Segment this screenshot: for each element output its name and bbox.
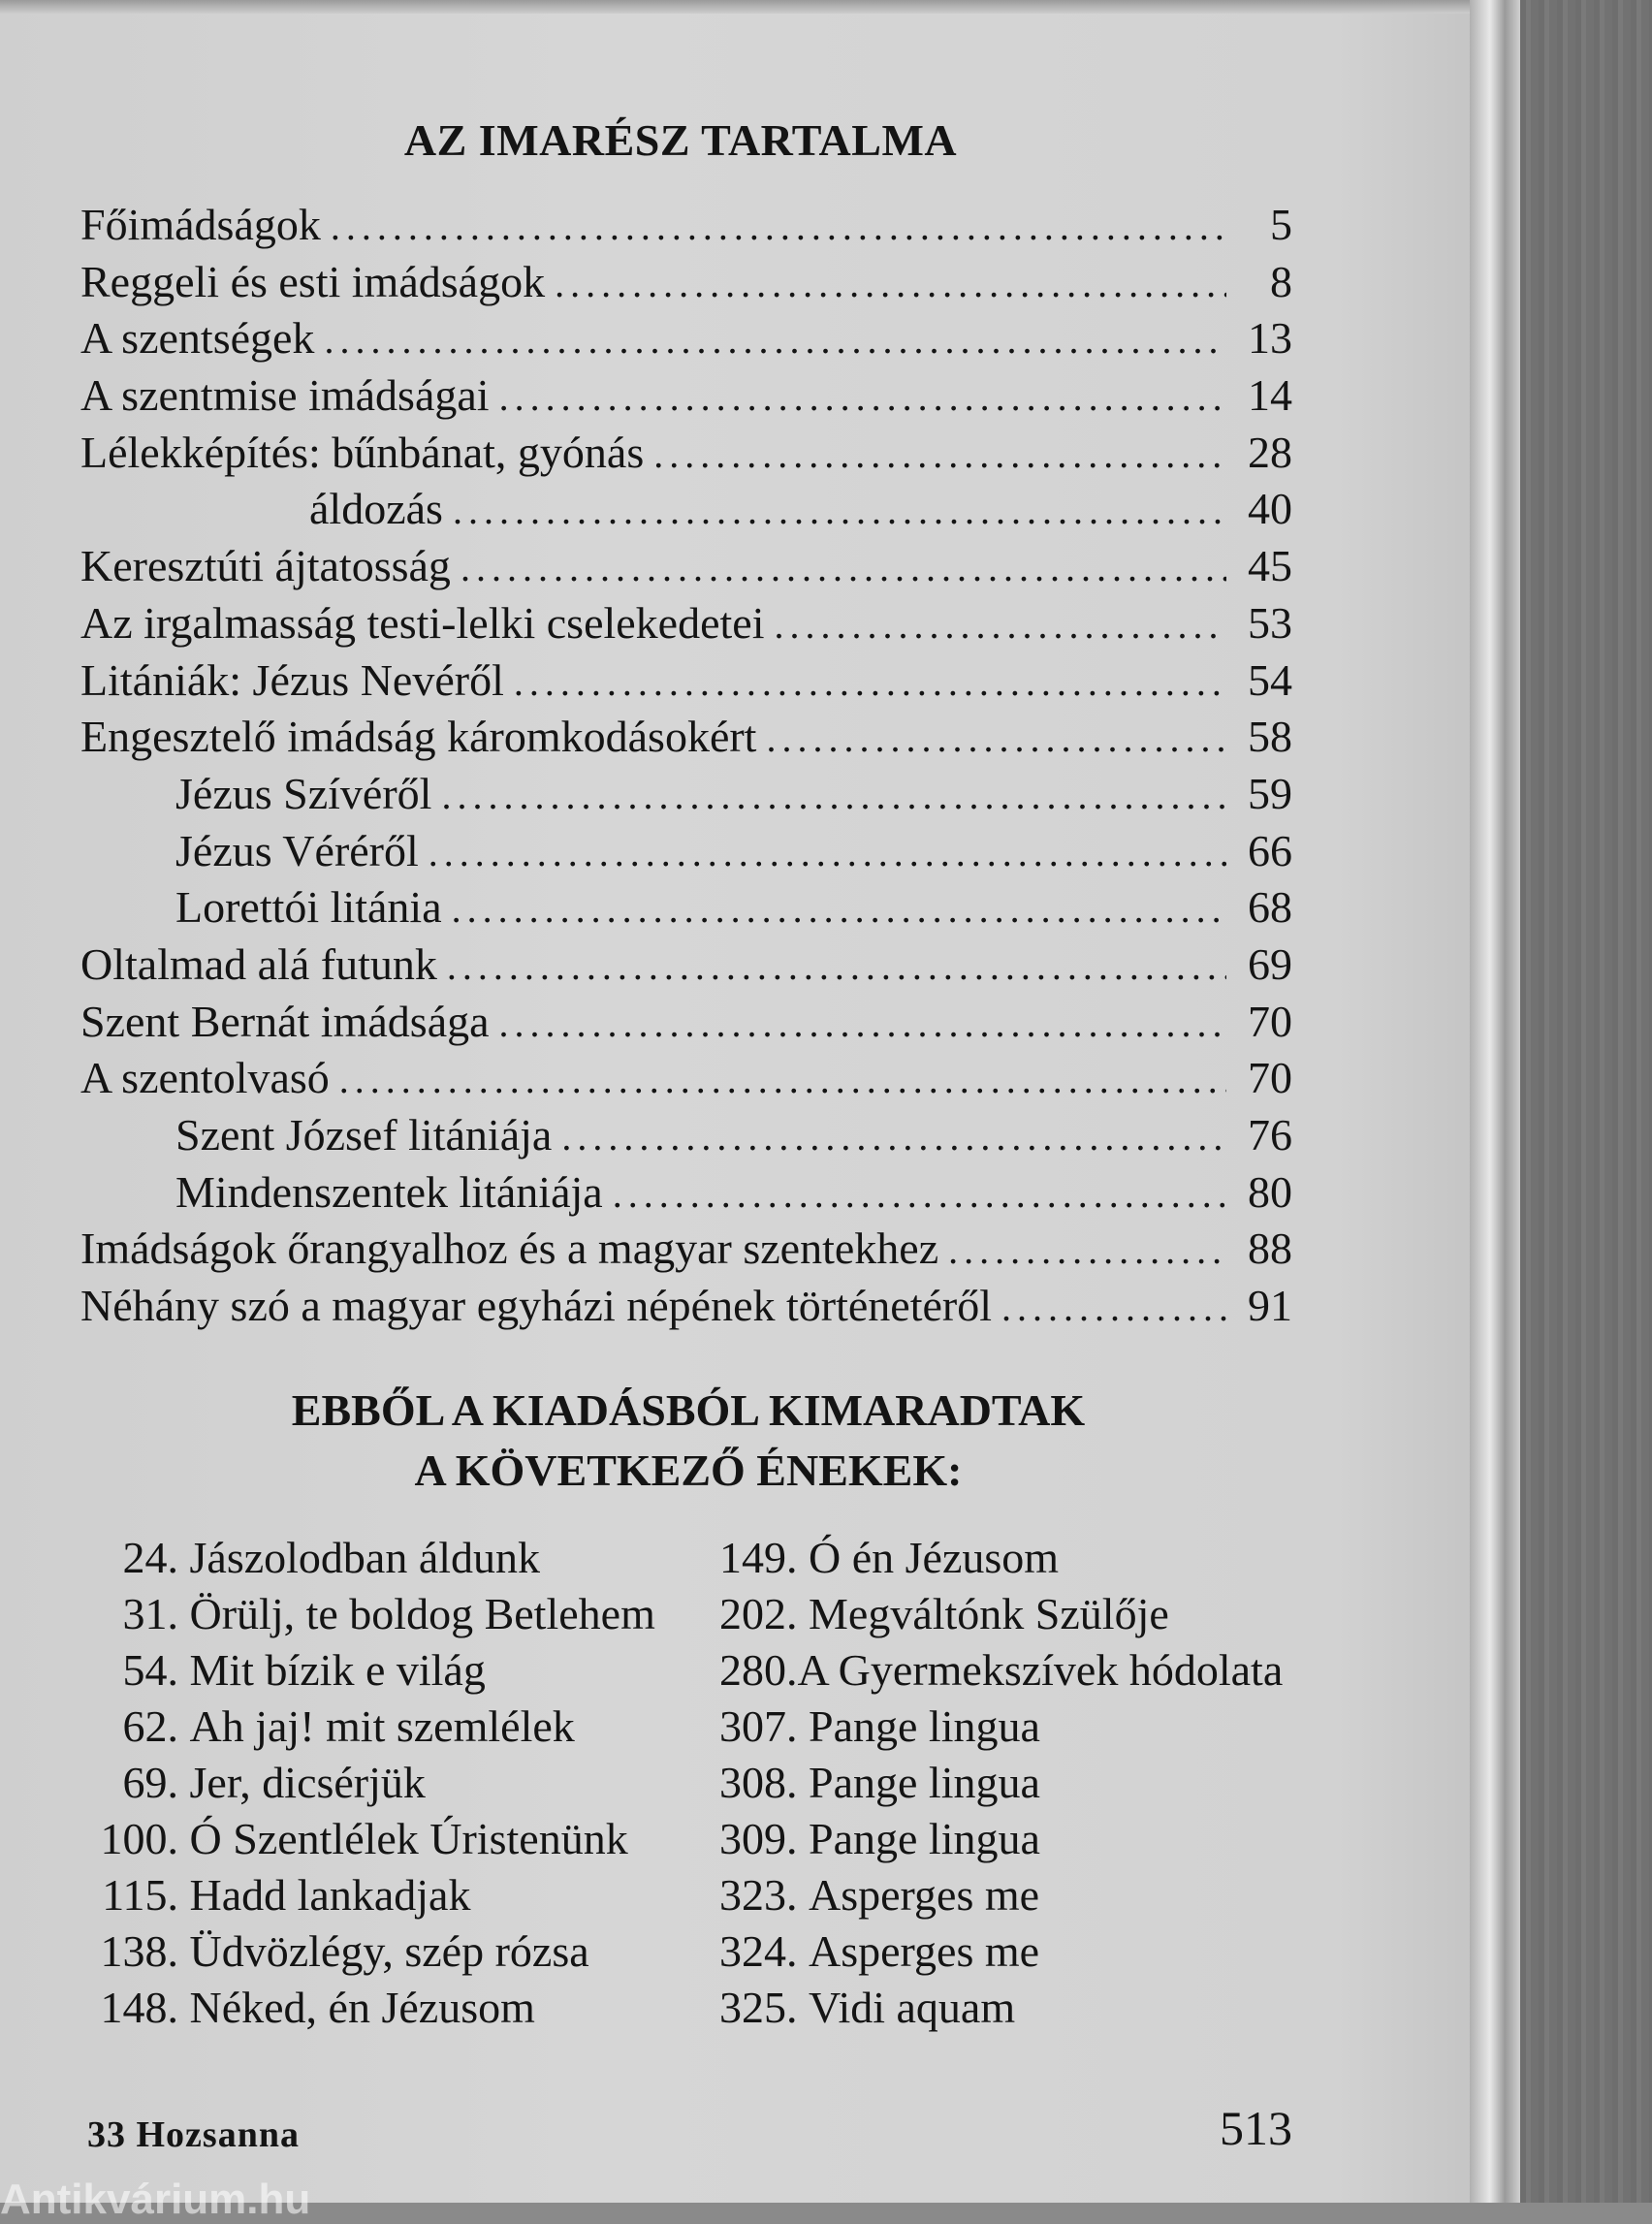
toc-entry (80, 881, 1292, 938)
song-title: Pange lingua (809, 1758, 1040, 1807)
toc-entry-label: A szentségek (80, 313, 315, 364)
toc-entry (80, 711, 1292, 768)
song-item (719, 1757, 1283, 1813)
toc-entry (80, 199, 1292, 256)
toc-entry (80, 1223, 1292, 1280)
toc-entry (80, 369, 1292, 427)
dot-leader (499, 374, 1226, 420)
song-title: Ah jaj! mit szemlélek (189, 1701, 575, 1751)
song-item (81, 1925, 655, 1982)
toc-entry-page: 58 (1248, 712, 1292, 762)
dot-leader (499, 1001, 1226, 1046)
toc-entry-label: Szent József litániája (175, 1110, 553, 1160)
song-number: 307. (719, 1701, 798, 1751)
song-item (719, 1644, 1283, 1700)
song-item (719, 1982, 1283, 2038)
song-number: 324. (719, 1926, 798, 1976)
dot-leader (447, 943, 1226, 989)
song-title: Ó Szentlélek Úristenünk (189, 1814, 628, 1863)
song-title: Pange lingua (809, 1701, 1040, 1751)
song-item (81, 1813, 655, 1869)
song-item (81, 1644, 655, 1700)
omitted-songs-left-column (81, 1532, 655, 2038)
dot-leader (331, 204, 1226, 249)
toc-entry-label: Litániák: Jézus Nevéről (80, 654, 504, 705)
toc-entry-page: 14 (1248, 370, 1292, 421)
toc-entry-label: Az irgalmasság testi-lelki cselekedetei (80, 597, 765, 648)
page-top-edge (0, 0, 1483, 14)
toc-entry-label: Főimádságok (80, 200, 321, 249)
toc-entry-page: 53 (1248, 597, 1292, 648)
omitted-heading-line-1: EBBŐL A KIADÁSBÓL KIMARADTAK (291, 1385, 1086, 1435)
song-title: Asperges me (809, 1870, 1040, 1920)
song-title: Hadd lankadjak (189, 1870, 471, 1920)
table-of-contents (80, 199, 1292, 1337)
song-item (81, 1532, 655, 1588)
toc-entry-page: 80 (1248, 1166, 1292, 1217)
toc-entry (80, 1052, 1292, 1109)
toc-entry (80, 256, 1292, 313)
signature-mark: 33 Hozsanna (87, 2114, 300, 2155)
toc-entry-label: Lorettói litánia (175, 882, 442, 933)
toc-entry-page: 91 (1248, 1281, 1292, 1331)
song-number: 62. (122, 1701, 178, 1751)
song-title: Mit bízik e világ (189, 1645, 486, 1695)
dot-leader (555, 261, 1226, 306)
dot-leader (453, 488, 1226, 533)
song-title: Asperges me (809, 1926, 1040, 1976)
toc-entry-page: 59 (1248, 768, 1292, 818)
toc-entry-page: 54 (1248, 654, 1292, 705)
toc-entry-page: 69 (1248, 938, 1292, 989)
song-title: Jászolodban áldunk (189, 1533, 541, 1582)
book-cover-board (1520, 0, 1652, 2203)
dot-leader (561, 1114, 1226, 1160)
omitted-songs-right-column (719, 1532, 1283, 2038)
song-number: 202. (719, 1589, 798, 1638)
song-number: 280. (719, 1645, 798, 1695)
dot-leader (653, 431, 1226, 477)
toc-entry (80, 540, 1292, 597)
toc-entry-label: Lélekképítés: bűnbánat, gyónás (80, 427, 645, 477)
toc-entry-page: 70 (1248, 996, 1292, 1046)
song-title: A Gyermekszívek hódolata (797, 1645, 1284, 1695)
page-title: AZ IMARÉSZ TARTALMA (403, 115, 958, 165)
song-item (81, 1588, 655, 1644)
toc-entry-label: Jézus Szívéről (175, 768, 432, 818)
toc-entry-page: 70 (1248, 1053, 1292, 1103)
watermark: Antikvárium.hu (0, 2176, 311, 2223)
toc-entry-page: 68 (1248, 882, 1292, 933)
song-number: 323. (719, 1870, 798, 1920)
toc-entry (80, 312, 1292, 369)
toc-entry-page: 88 (1248, 1223, 1292, 1274)
toc-entry (80, 427, 1292, 484)
dot-leader (514, 659, 1226, 705)
song-number: 325. (719, 1983, 798, 2032)
song-item (719, 1532, 1283, 1588)
song-item (719, 1869, 1283, 1925)
song-number: 138. (100, 1926, 178, 1976)
toc-entry-label: Oltalmad alá futunk (80, 938, 437, 989)
toc-entry-page: 40 (1248, 484, 1292, 534)
song-item (81, 1700, 655, 1757)
song-title: Üdvözlégy, szép rózsa (189, 1926, 589, 1976)
toc-entry (80, 483, 1292, 540)
song-number: 149. (719, 1533, 798, 1582)
toc-entry (80, 768, 1292, 825)
dot-leader (452, 886, 1226, 932)
toc-entry-label: A szentolvasó (80, 1053, 330, 1103)
song-number: 69. (122, 1758, 178, 1807)
toc-entry (80, 654, 1292, 712)
toc-entry-label: Reggeli és esti imádságok (80, 256, 546, 306)
song-title: Megváltónk Szülője (809, 1589, 1169, 1638)
song-title: Örülj, te boldog Betlehem (189, 1589, 655, 1638)
toc-entry-label: áldozás (309, 484, 443, 534)
song-title: Néked, én Jézusom (189, 1983, 535, 2032)
song-item (81, 1869, 655, 1925)
toc-entry (80, 597, 1292, 654)
dot-leader (461, 545, 1226, 590)
song-number: 100. (100, 1814, 178, 1863)
dot-leader (324, 317, 1226, 363)
toc-entry-page: 66 (1248, 825, 1292, 875)
dot-leader (429, 830, 1226, 875)
dot-leader (339, 1057, 1226, 1102)
toc-entry (80, 938, 1292, 996)
song-number: 115. (102, 1870, 178, 1920)
song-number: 308. (719, 1758, 798, 1807)
dot-leader (613, 1171, 1226, 1217)
toc-entry-label: Jézus Véréről (175, 825, 419, 875)
toc-entry-label: Mindenszentek litániája (175, 1166, 603, 1217)
dot-leader (775, 602, 1227, 648)
dot-leader (441, 773, 1226, 818)
toc-entry-label: Engesztelő imádság káromkodásokért (80, 712, 757, 762)
toc-entry (80, 1109, 1292, 1166)
song-item (719, 1813, 1283, 1869)
song-title: Pange lingua (809, 1814, 1040, 1863)
song-title: Vidi aquam (809, 1983, 1016, 2032)
song-number: 148. (100, 1983, 178, 2032)
song-item (719, 1925, 1283, 1982)
toc-entry-label: A szentmise imádságai (80, 370, 490, 421)
toc-entry-page: 5 (1270, 200, 1292, 249)
song-item (719, 1700, 1283, 1757)
song-title: Ó én Jézusom (809, 1533, 1060, 1582)
toc-entry-page: 28 (1248, 427, 1292, 477)
toc-entry (80, 825, 1292, 882)
omitted-heading-line-2: A KÖVETKEZŐ ÉNEKEK: (414, 1446, 963, 1495)
toc-entry-page: 13 (1248, 313, 1292, 364)
song-number: 54. (122, 1645, 178, 1695)
toc-entry-label: Szent Bernát imádsága (80, 996, 490, 1046)
dot-leader (1001, 1285, 1226, 1330)
toc-entry-page: 76 (1248, 1110, 1292, 1160)
song-item (81, 1757, 655, 1813)
song-title: Jer, dicsérjük (189, 1758, 426, 1807)
toc-entry-page: 8 (1270, 256, 1292, 306)
toc-entry (80, 1166, 1292, 1223)
toc-entry (80, 996, 1292, 1053)
song-number: 31. (122, 1589, 178, 1638)
toc-entry-page: 45 (1248, 541, 1292, 591)
toc-entry-label: Keresztúti ájtatosság (80, 541, 451, 591)
page-number: 513 (1220, 2101, 1292, 2155)
song-number: 309. (719, 1814, 798, 1863)
toc-entry-label: Néhány szó a magyar egyházi népének történetéről (80, 1281, 993, 1331)
dot-leader (766, 715, 1226, 761)
toc-entry (80, 1280, 1292, 1337)
song-number: 24. (122, 1533, 178, 1582)
song-item (81, 1982, 655, 2038)
dot-leader (948, 1227, 1226, 1273)
song-item (719, 1588, 1283, 1644)
book-spine-edge (1470, 0, 1520, 2203)
toc-entry-label: Imádságok őrangyalhoz és a magyar szentekhez (80, 1223, 939, 1274)
